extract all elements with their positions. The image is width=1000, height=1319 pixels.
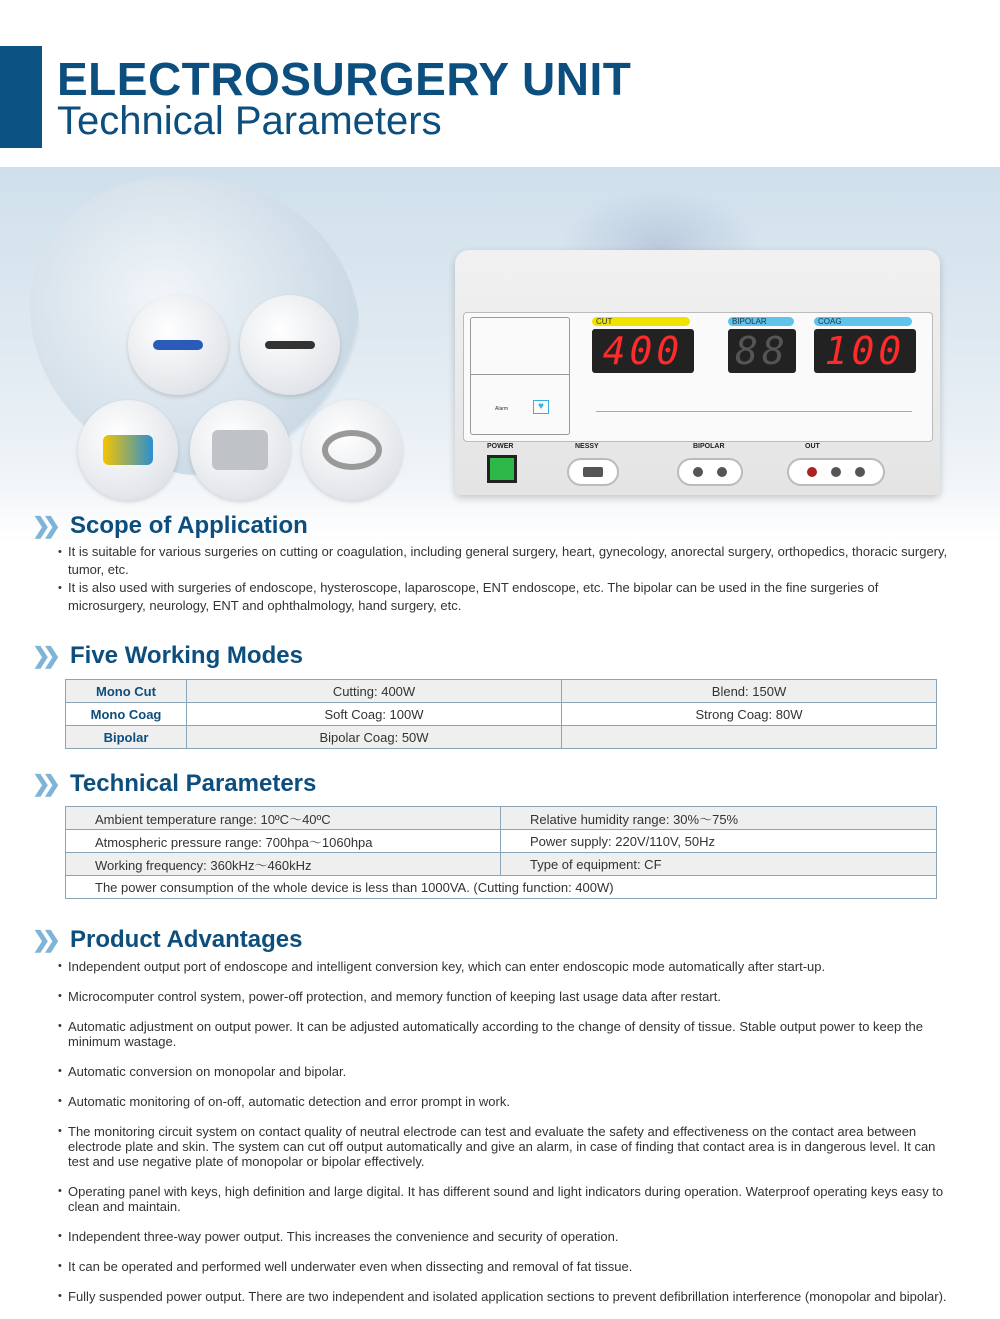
section-title: Five Working Modes: [70, 642, 303, 669]
nessy-socket: [567, 458, 619, 486]
cut-label: CUT: [592, 317, 690, 326]
out-label: OUT: [805, 443, 820, 450]
table-row: [66, 703, 937, 726]
control-keys-line: [596, 411, 912, 412]
bipolar-port-label: BIPOLAR: [693, 443, 725, 450]
table-cell: Mono Cut: [66, 680, 187, 703]
accessory-bipolar-cable-image: [240, 295, 340, 395]
hero-image: [0, 167, 1000, 542]
bipolar-label: BIPOLAR: [728, 317, 794, 326]
table-row: [66, 807, 937, 830]
coag-label: COAG: [814, 317, 912, 326]
modes-table: [65, 679, 937, 749]
table-row: [66, 830, 937, 853]
section-title: Product Advantages: [70, 926, 303, 953]
monopolar-socket: [787, 458, 885, 486]
chevron-icon: ❯❯: [32, 927, 53, 952]
tech-section-heading: [32, 770, 316, 798]
bipolar-socket: [677, 458, 743, 486]
table-cell: Bipolar Coag: 50W: [187, 726, 562, 749]
page-title: ELECTROSURGERY UNIT: [57, 53, 632, 105]
table-cell: Strong Coag: 80W: [562, 703, 937, 726]
front-panel: [463, 312, 933, 442]
scope-list: [58, 543, 958, 615]
nessy-label: NESSY: [575, 443, 599, 450]
accessory-pencil-image: [128, 295, 228, 395]
table-cell: Blend: 150W: [562, 680, 937, 703]
table-cell: Cutting: 400W: [187, 680, 562, 703]
list-item: • The monitoring circuit system on contact quality of neutral electrode can test and evaluate the safety and effectiveness on the contact area between electrode plate and skin. The system can cut off output automatically and give an alarm, in case of finding that contact area is in dangerous level. It can test and use negative plate of monopolar or bipolar effectively.: [58, 1124, 948, 1169]
list-item: • Independent output port of endoscope and intelligent conversion key, which can enter endoscopic mode automatically after start-up.: [58, 959, 948, 974]
left-panel: [470, 317, 570, 435]
chevron-icon: ❯❯: [32, 513, 53, 538]
advantages-section-heading: [32, 926, 303, 954]
table-row: [66, 680, 937, 703]
accessory-cable-coil-image: [302, 400, 402, 500]
bipolar-display: 88: [728, 329, 796, 373]
table-row: [66, 726, 937, 749]
list-item: • It is also used with surgeries of endoscope, hysteroscope, laparoscope, ENT endoscope, etc. The bipolar can be used in the fine surgeries of microsurgery, neurology, ENT and ophthalmology, hand surgery, etc.: [58, 579, 958, 615]
modes-section-heading: [32, 642, 303, 670]
list-item: • It is suitable for various surgeries on cutting or coagulation, including general surgery, heart, gynecology, anorectal surgery, orthopedics, thoracic surgery, tumor, etc.: [58, 543, 958, 579]
table-cell: Soft Coag: 100W: [187, 703, 562, 726]
table-row: [66, 876, 937, 899]
accessory-plates-image: [78, 400, 178, 500]
table-cell: Relative humidity range: 30%～75%: [501, 807, 937, 830]
chevron-icon: ❯❯: [32, 771, 53, 796]
tech-table: [65, 806, 937, 899]
section-title: Scope of Application: [70, 512, 308, 539]
table-cell: [562, 726, 937, 749]
list-item: • Microcomputer control system, power-off protection, and memory function of keeping last usage data after restart.: [58, 989, 948, 1004]
electrosurgery-device: [455, 250, 940, 495]
power-switch[interactable]: [487, 455, 517, 483]
chevron-icon: ❯❯: [32, 643, 53, 668]
accessory-neutral-pads-image: [190, 400, 290, 500]
power-label: POWER: [487, 443, 514, 450]
table-cell: Atmospheric pressure range: 700hpa～1060hpa: [66, 830, 501, 853]
table-cell: Power supply: 220V/110V, 50Hz: [501, 830, 937, 853]
section-title: Technical Parameters: [70, 770, 317, 797]
scope-section-heading: [32, 512, 308, 540]
list-item: • It can be operated and performed well underwater even when dissecting and removal of fat tissue.: [58, 1259, 948, 1274]
table-cell: Working frequency: 360kHz～460kHz: [66, 853, 501, 876]
list-item: • Operating panel with keys, high definition and large digital. It has different sound and light indicators during operation. Waterproof operating keys easy to clean and maintain.: [58, 1184, 948, 1214]
coag-display: 100: [814, 329, 916, 373]
alarm-label: Alarm: [495, 406, 509, 412]
table-cell: Bipolar: [66, 726, 187, 749]
table-row: [66, 853, 937, 876]
table-cell: Mono Coag: [66, 703, 187, 726]
header-accent-bar: [0, 46, 42, 148]
list-item: • Automatic adjustment on output power. It can be adjusted automatically according to the change of density of tissue. Stable output power to keep the minimum wastage.: [58, 1019, 948, 1049]
table-cell: Ambient temperature range: 10ºC～40ºC: [66, 807, 501, 830]
table-cell: The power consumption of the whole device is less than 1000VA. (Cutting function: 400W): [66, 876, 937, 899]
list-item: • Automatic monitoring of on-off, automatic detection and error prompt in work.: [58, 1094, 948, 1109]
list-item: • Fully suspended power output. There are two independent and isolated application sections to prevent defibrillation interference (monopolar and bipolar).: [58, 1289, 948, 1304]
advantages-list: [58, 959, 948, 1319]
table-cell: Type of equipment: CF: [501, 853, 937, 876]
list-item: • Automatic conversion on monopolar and bipolar.: [58, 1064, 948, 1079]
list-item: • Independent three-way power output. This increases the convenience and security of operation.: [58, 1229, 948, 1244]
page-subtitle: Technical Parameters: [57, 99, 442, 143]
cut-display: 400: [592, 329, 694, 373]
heart-icon[interactable]: ♥: [533, 400, 549, 414]
